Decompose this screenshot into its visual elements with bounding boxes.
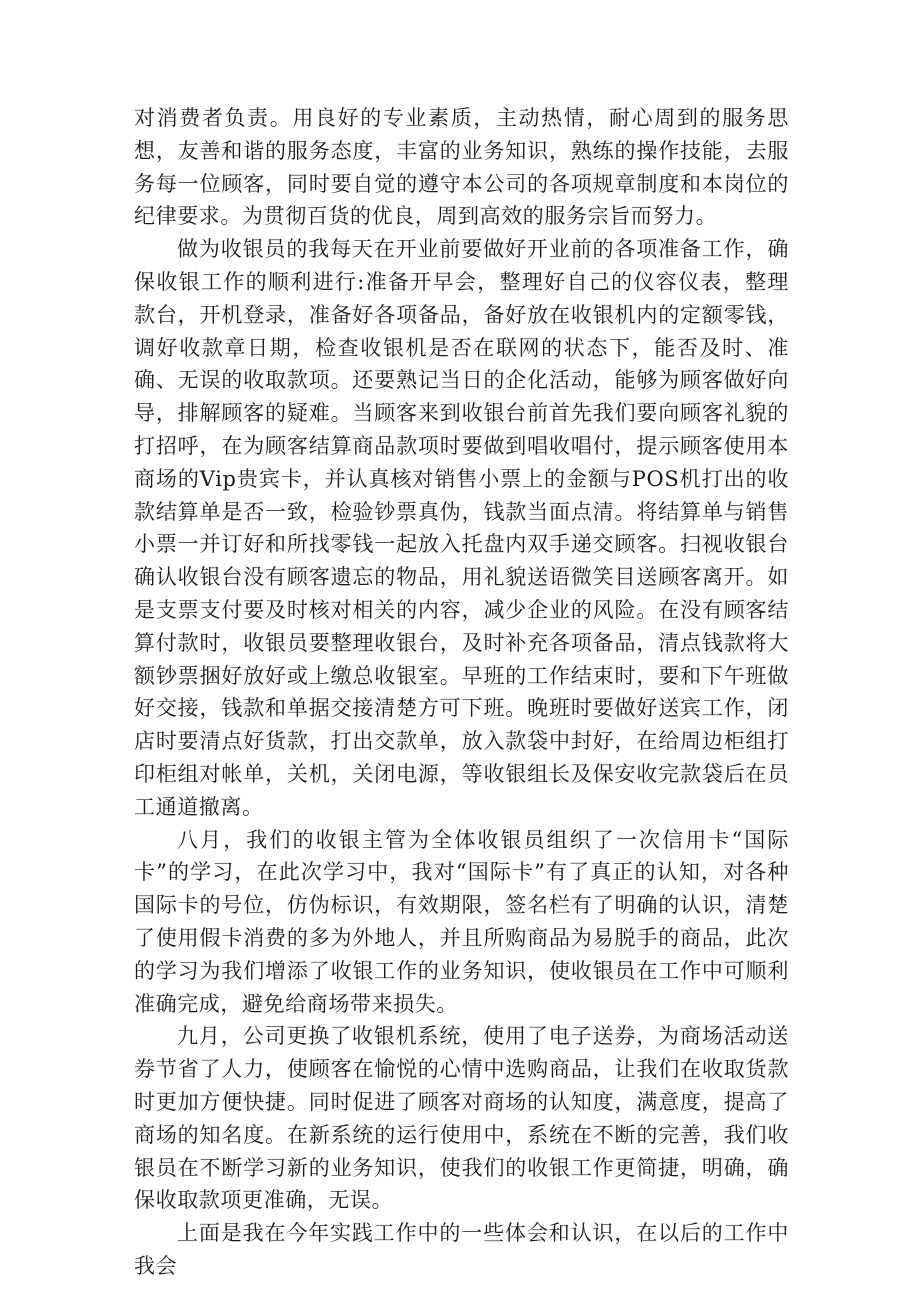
paragraph-3: 八月，我们的收银主管为全体收银员组织了一次信用卡“国际卡”的学习，在此次学习中，我对“国际卡”有了真正的认知，对各种国际卡的号位，仿伪标识，有效期限，签名栏有了明确的认识，清楚了使用假卡消费的多为外地人，并且所购商品为易脱手的商品，此次的学习为我们增添了收银工作的业务知识，使收银员在工作中可顺利准确完成，避免给商场带来损失。 — [134, 827, 789, 1016]
paragraph-1: 对消费者负责。用良好的专业素质，主动热情，耐心周到的服务思想，友善和谐的服务态度，丰富的业务知识，熟练的操作技能，去服务每一位顾客，同时要自觉的遵守本公司的各项规章制度和本岗位的纪律要求。为贯彻百货的优良，周到高效的服务宗旨而努力。 — [134, 106, 789, 229]
paragraph-4: 九月，公司更换了收银机系统，使用了电子送券，为商场活动送券节省了人力，使顾客在愉悦的心情中选购商品，让我们在收取货款时更加方便快捷。同时促进了顾客对商场的认知度，满意度，提高了商场的知名度。在新系统的运行使用中，系统在不断的完善，我们收银员在不断学习新的业务知识，使我们的收银工作更简捷，明确，确保收取款项更准确，无误。 — [134, 1024, 789, 1213]
paragraph-2: 做为收银员的我每天在开业前要做好开业前的各项准备工作，确保收银工作的顺利进行:准备开早会，整理好自己的仪容仪表，整理款台，开机登录，准备好各项备品，备好放在收银机内的定额零钱，调好收款章日期，检查收银机是否在联网的状态下，能否及时、准确、无误的收取款项。还要熟记当日的企化活动，能够为顾客做好向导，排解顾客的疑难。当顾客来到收银台前首先我们要向顾客礼貌的打招呼，在为顾客结算商品款项时要做到唱收唱付，提示顾客使用本商场的Vip贵宾卡，并认真核对销售小票上的金额与POS机打出的收款结算单是否一致，检验钞票真伪，钱款当面点清。将结算单与销售小票一并订好和所找零钱一起放入托盘内双手递交顾客。扫视收银台确认收银台没有顾客遗忘的物品，用礼貌送语微笑目送顾客离开。如是支票支付要及时核对相关的内容，减少企业的风险。在没有顾客结算付款时，收银员要整理收银台，及时补充各项备品，清点钱款将大额钞票捆好放好或上缴总收银室。早班的工作结束时，要和下午班做好交接，钱款和单据交接清楚方可下班。晚班时要做好送宾工作，闭店时要清点好货款，打出交款单，放入款袋中封好，在给周边柜组打印柜组对帐单，关机，关闭电源，等收银组长及保安收完款袋后在员工通道撤离。 — [134, 237, 789, 819]
paragraph-5: 上面是我在今年实践工作中的一些体会和认识，在以后的工作中我会 — [134, 1221, 789, 1278]
document-body — [134, 102, 789, 1283]
